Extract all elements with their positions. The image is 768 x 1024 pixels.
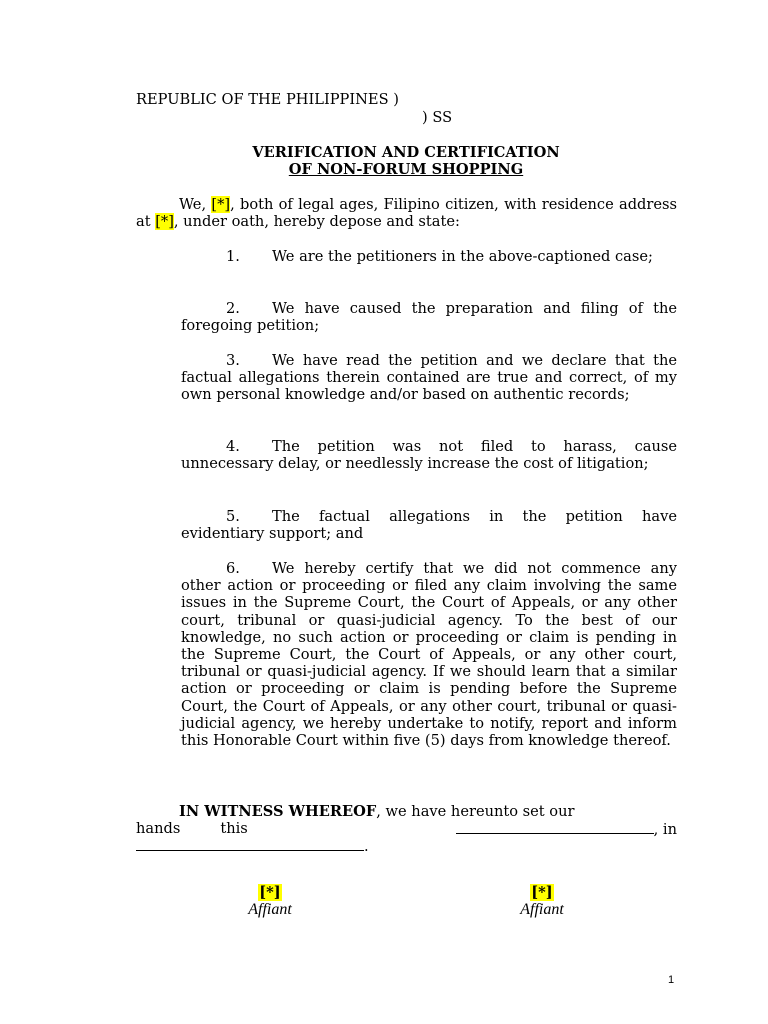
list-item (181, 438, 677, 472)
signature-role: Affiant (248, 901, 292, 919)
witness-rest: , we have hereunto set our (376, 803, 575, 820)
intro-mid: , both of legal ages, Filipino citizen, with residence address at (136, 196, 677, 231)
list-item (181, 508, 677, 542)
signature-placeholder: [*] (531, 884, 553, 901)
date-blank[interactable] (456, 820, 654, 834)
list-item (181, 300, 677, 334)
document-title-line-2: OF NON-FORUM SHOPPING (288, 161, 524, 178)
placeholder-names: [*] (211, 196, 231, 213)
witness-place-line (136, 837, 677, 855)
page-number: 1 (668, 974, 675, 986)
item-number: 6. (226, 560, 240, 577)
witness-lead: IN WITNESS WHEREOF (179, 803, 377, 820)
item-text: We have read the petition and we declare that the factual allegations therein contained are true and correct, of my own personal knowledge and/or based on authentic records; (181, 352, 677, 404)
item-number: 3. (226, 352, 240, 369)
list-item (181, 248, 677, 265)
item-text: The petition was not filed to harass, cause unnecessary delay, or needlessly increase the cost of litigation; (181, 438, 677, 473)
item-text: The factual allegations in the petition have evidentiary support; and (181, 508, 677, 543)
placeholder-address: [*] (155, 213, 174, 231)
signature-placeholder: [*] (259, 884, 281, 901)
list-item (181, 352, 677, 404)
witness-in: , in (653, 821, 677, 838)
witness-period: . (364, 838, 369, 855)
list-item (181, 560, 677, 749)
place-blank[interactable] (136, 837, 364, 851)
signature-role: Affiant (520, 901, 564, 919)
intro-paragraph (136, 196, 677, 230)
item-number: 2. (226, 300, 240, 317)
item-number: 1. (226, 248, 240, 265)
item-text: We are the petitioners in the above-captioned case; (272, 248, 653, 265)
signature-block-2 (487, 884, 597, 918)
signature-block-1 (215, 884, 325, 918)
witness-date-line (136, 820, 677, 838)
item-text: We have caused the preparation and filing of the foregoing petition; (181, 300, 677, 335)
item-text: We hereby certify that we did not commence any other action or proceeding or filed any claim involving the same issues in the Supreme Court, the Court of Appeals, or any other court, tribunal or quasi-judicial agency. To the best of our knowledge, no such action or proceeding or claim is pending in the Supreme Court, the Court of Appeals, or any other court, tribunal or quasi-judicial agency. If we should learn that a similar action or proceeding or claim is pending before the Supreme Court, the Court of Appeals, or any other court, tribunal or quasi-judicial agency, we hereby undertake to notify, report and inform this Honorable Court within five (5) days from knowledge thereof. (181, 560, 677, 750)
venue-line-1: REPUBLIC OF THE PHILIPPINES ) (136, 91, 399, 108)
item-number: 4. (226, 438, 240, 455)
witness-this: this (220, 820, 248, 837)
item-number: 5. (226, 508, 240, 525)
document-title-line-1: VERIFICATION AND CERTIFICATION (252, 144, 560, 161)
intro-we: We, (179, 196, 207, 213)
witness-hands: hands (136, 820, 181, 837)
intro-end: , under oath, hereby depose and state: (173, 213, 460, 231)
venue-line-2: ) SS (422, 109, 453, 126)
witness-paragraph (136, 803, 677, 820)
